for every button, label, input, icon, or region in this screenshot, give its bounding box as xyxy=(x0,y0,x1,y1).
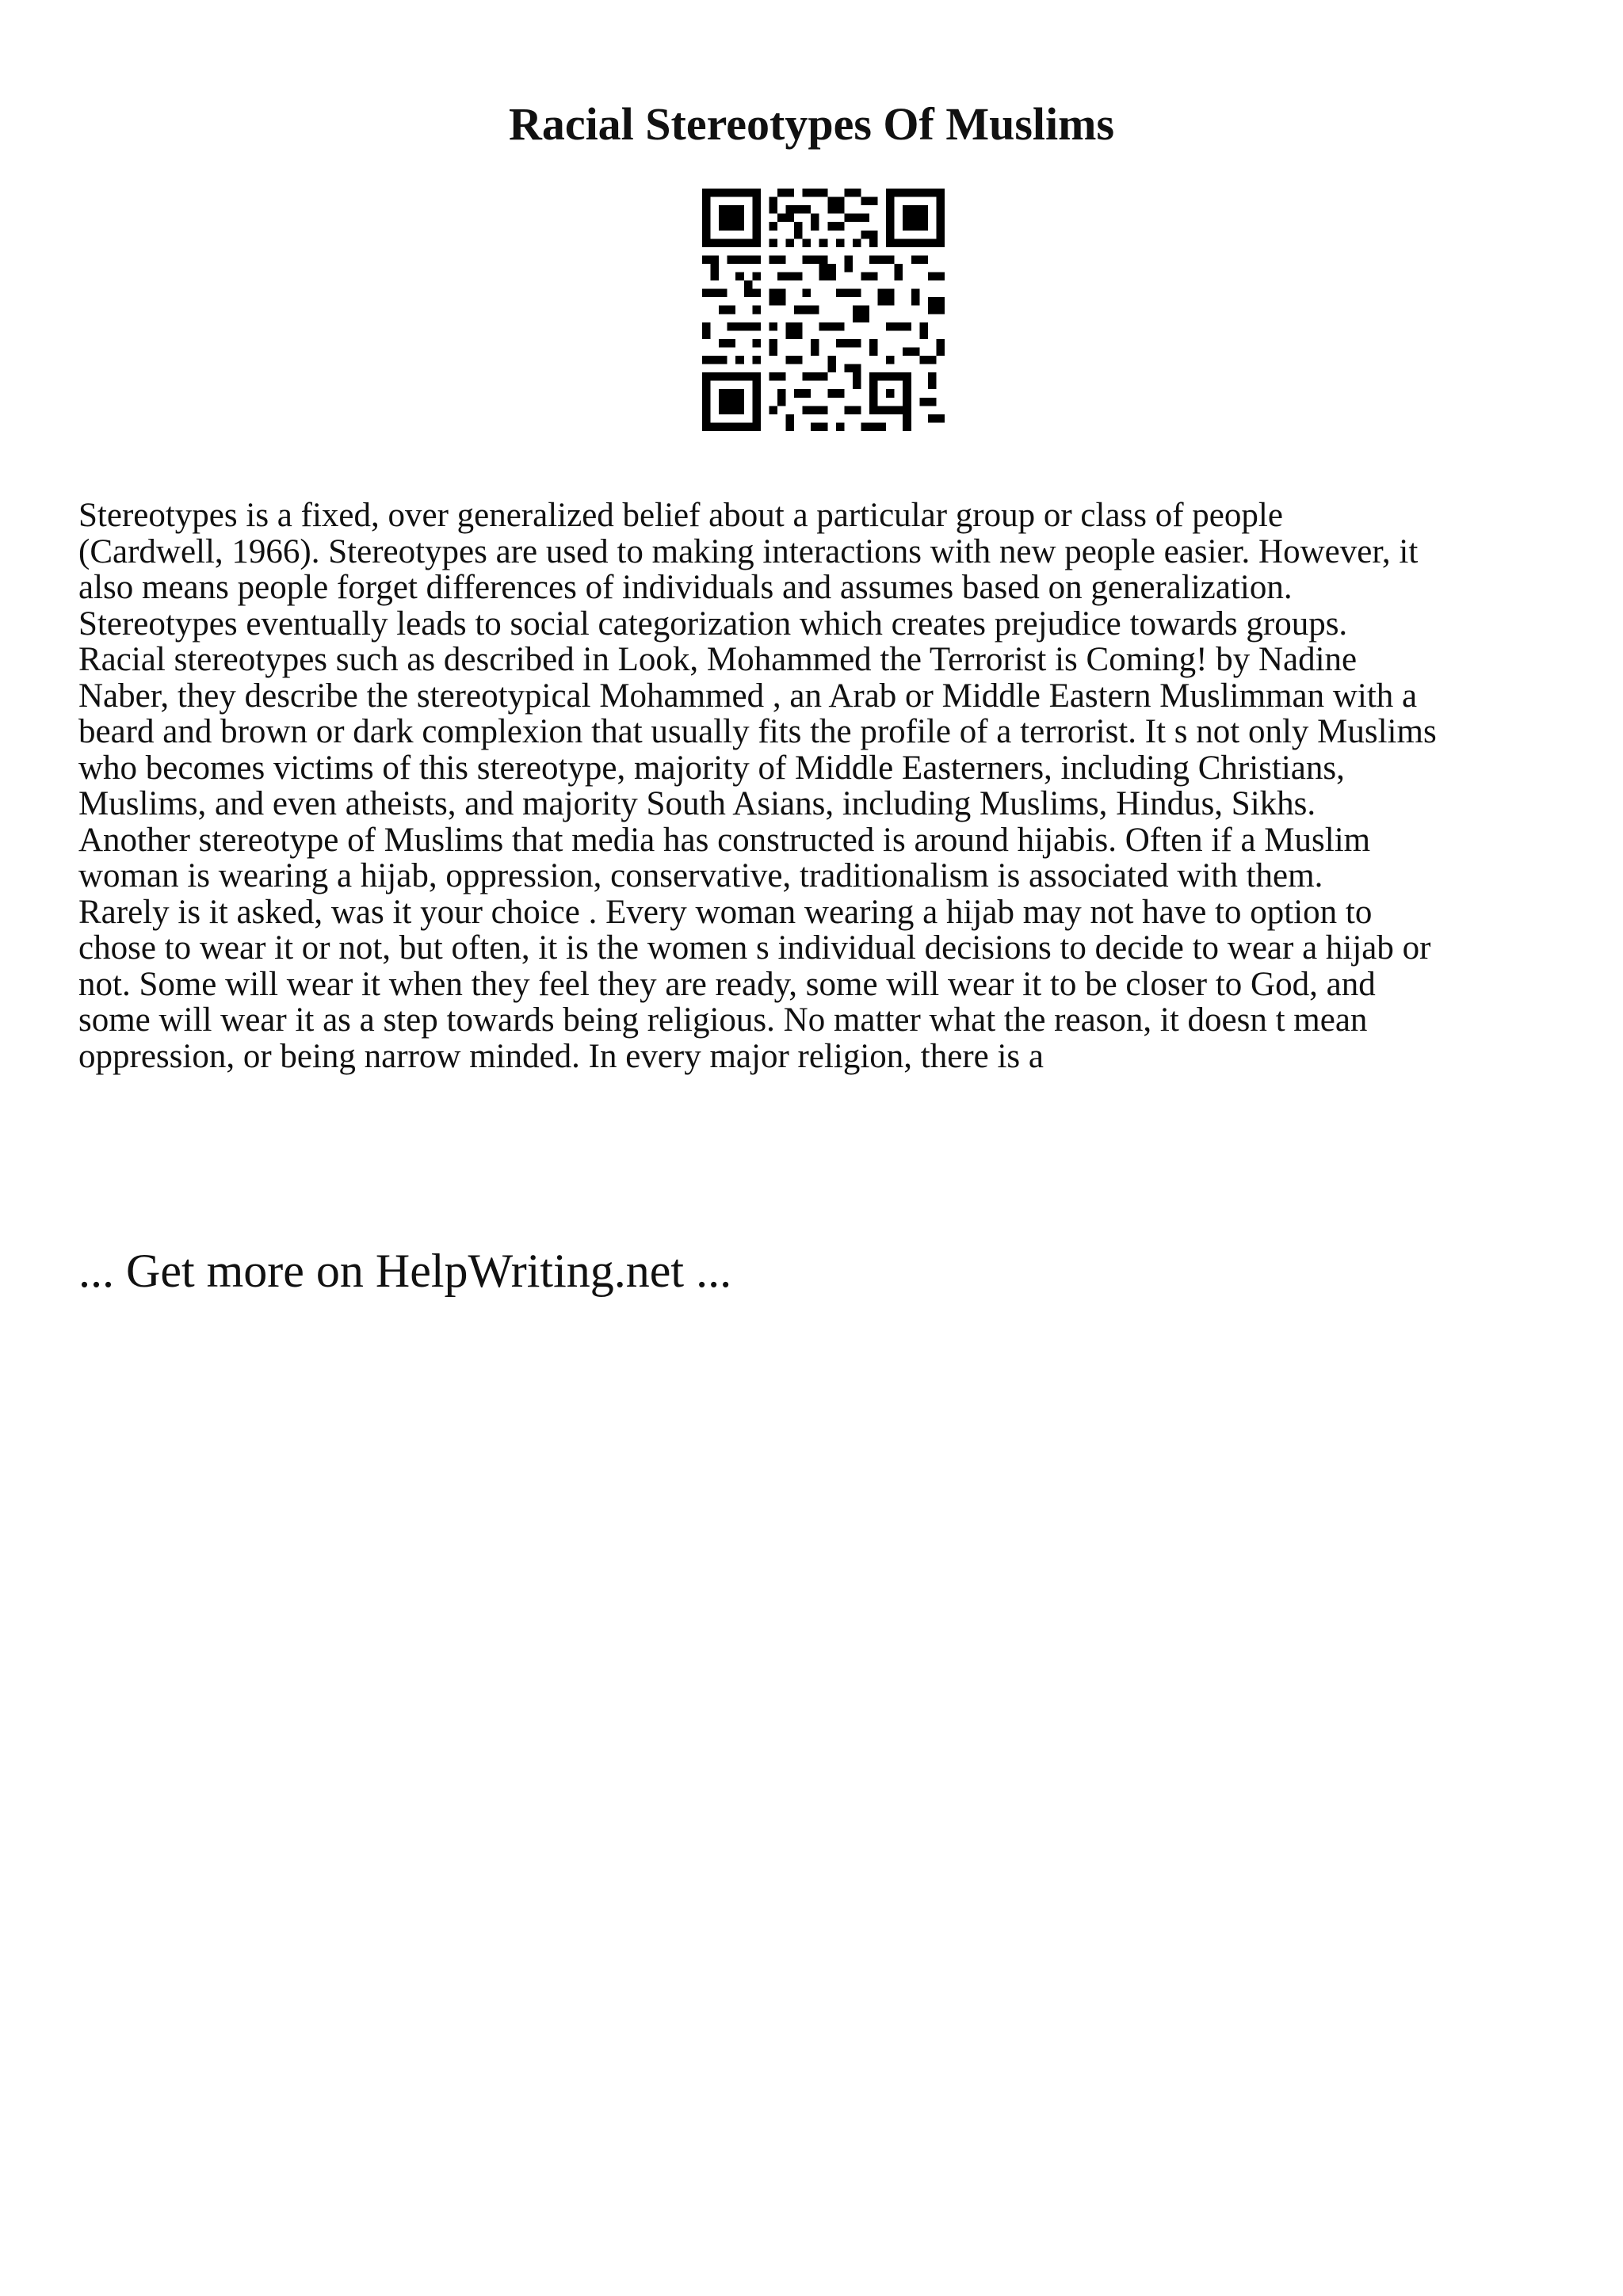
body-text-line: Another stereotype of Muslims that media has constructed is around hijabis. Often if a Muslim xyxy=(78,821,1371,859)
document-title: Racial Stereotypes Of Muslims xyxy=(508,98,1115,150)
body-text-line: woman is wearing a hijab, oppression, conservative, traditionalism is associated with them. xyxy=(78,857,1323,894)
body-text-line: not. Some will wear it when they feel they are ready, some will wear it to be closer to God, and xyxy=(78,965,1376,1003)
document-body xyxy=(78,498,1560,1074)
body-text-line: Rarely is it asked, was it your choice . Every woman wearing a hijab may not have to option to xyxy=(78,893,1373,931)
body-text-line: Stereotypes is a fixed, over generalized belief about a particular group or class of people xyxy=(78,497,1283,534)
get-more-link[interactable]: ... Get more on HelpWriting.net ... xyxy=(78,1245,732,1297)
qr-code-icon xyxy=(702,189,945,431)
body-text-line: also means people forget differences of individuals and assumes based on generalization. xyxy=(78,569,1293,606)
body-text-line: chose to wear it or not, but often, it is the women s individual decisions to decide to wear a hijab or xyxy=(78,929,1431,967)
body-text-line: beard and brown or dark complexion that usually fits the profile of a terrorist. It s not only Muslims xyxy=(78,713,1437,750)
body-text-line: (Cardwell, 1966). Stereotypes are used to making interactions with new people easier. However, it xyxy=(78,532,1419,570)
body-text-line: oppression, or being narrow minded. In every major religion, there is a xyxy=(78,1037,1044,1075)
body-text-line: Naber, they describe the stereotypical Mohammed , an Arab or Middle Eastern Muslimman with a xyxy=(78,677,1418,715)
body-text-line: Racial stereotypes such as described in Look, Mohammed the Terrorist is Coming! by Nadine xyxy=(78,641,1358,678)
body-text-line: some will wear it as a step towards being religious. No matter what the reason, it doesn t mean xyxy=(78,1001,1368,1039)
body-text-line: who becomes victims of this stereotype, majority of Middle Easterners, including Christians, xyxy=(78,749,1345,787)
body-text-line: Muslims, and even atheists, and majority South Asians, including Muslims, Hindus, Sikhs. xyxy=(78,785,1316,822)
body-text-line: Stereotypes eventually leads to social categorization which creates prejudice towards groups. xyxy=(78,605,1348,643)
